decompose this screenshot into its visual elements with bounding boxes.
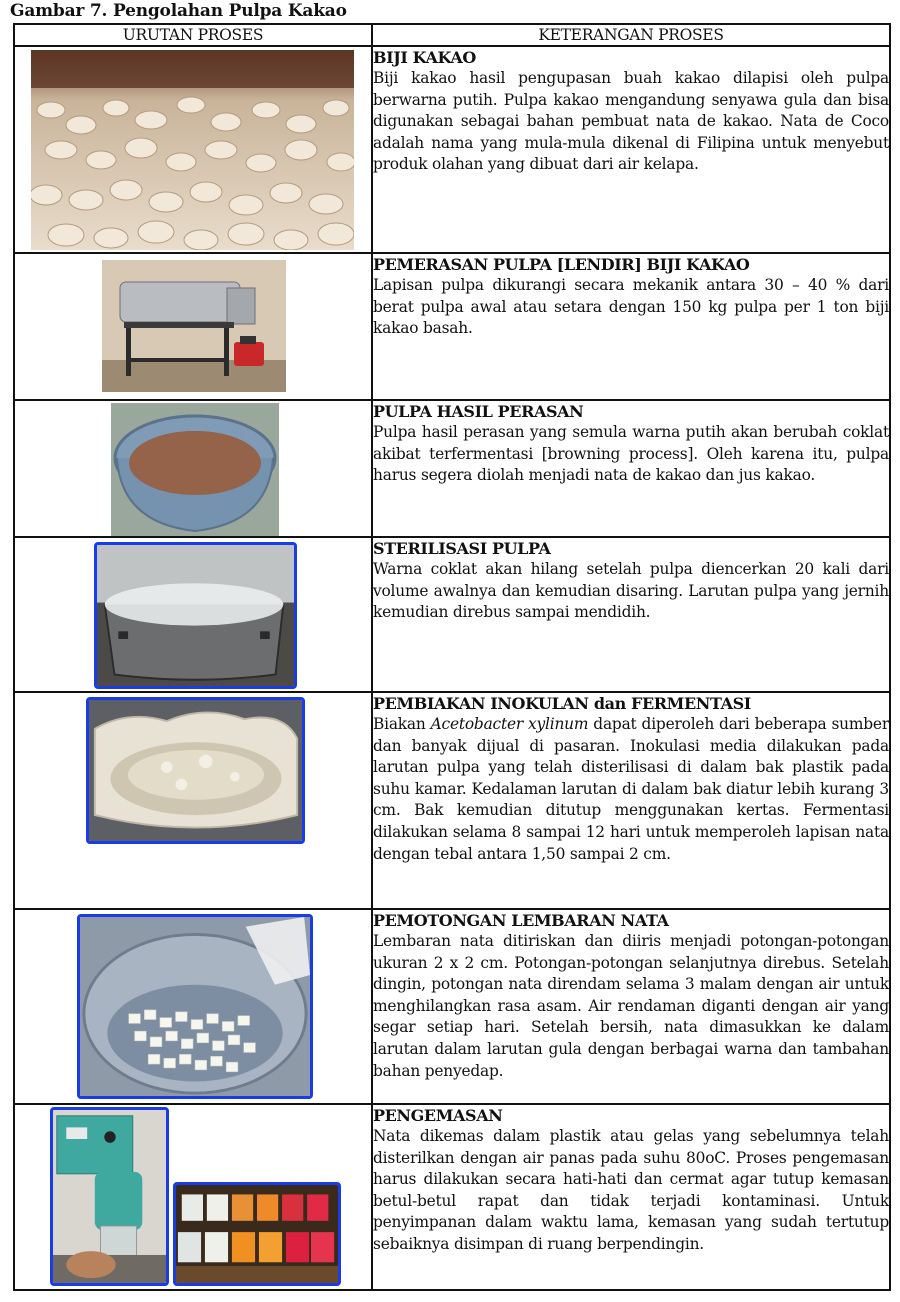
step-text-cell	[372, 400, 890, 537]
step-title: BIJI KAKAO	[373, 48, 476, 67]
step-title: STERILISASI PULPA	[373, 539, 551, 558]
step-text-cell	[372, 1104, 890, 1290]
table-row	[14, 400, 890, 537]
fermentation-tub-photo	[86, 697, 305, 844]
step-image-cell	[14, 46, 372, 253]
step-image-cell	[14, 909, 372, 1104]
pulp-press-machine-photo	[102, 260, 286, 392]
cocoa-beans-photo	[31, 50, 354, 250]
header-process-description: KETERANGAN PROSES	[372, 24, 890, 46]
step-title: PEMBIAKAN INOKULAN dan FERMENTASI	[373, 694, 751, 713]
process-table	[13, 23, 891, 1291]
nata-cubes-basin-photo	[77, 914, 313, 1099]
step-title: PENGEMASAN	[373, 1106, 503, 1125]
table-row	[14, 46, 890, 253]
step-description: Warna coklat akan hilang setelah pulpa diencerkan 20 kali dari volume awalnya dan kemudian disaring. Larutan pulpa yang jernih kemudian direbus sampai mendidih.	[373, 560, 889, 622]
sterilization-pot-photo	[94, 542, 297, 689]
step-description-part: Biakan	[373, 715, 431, 733]
table-row	[14, 1104, 890, 1290]
step-description: Nata dikemas dalam plastik atau gelas yang sebelumnya telah disterilkan dengan air panas pada suhu 80oC. Proses pengemasan harus dilakukan secara hati-hati dan cermat agar tutup kemasan betul-betul rapat dan tidak terjadi kontaminasi. Untuk penyimpanan dalam waktu lama, kemasan yang sudah tertutup sebaiknya disimpan di ruang berpendingin.	[373, 1127, 889, 1253]
step-title: PULPA HASIL PERASAN	[373, 402, 584, 421]
packaged-nata-cups-photo	[173, 1182, 341, 1286]
step-image-cell	[14, 400, 372, 537]
step-description	[373, 714, 889, 865]
step-image-cell	[14, 692, 372, 909]
bacteria-name: Acetobacter xylinum	[430, 715, 589, 733]
step-text-cell	[372, 253, 890, 400]
step-text-cell	[372, 46, 890, 253]
squeezed-pulp-basin-photo	[111, 403, 279, 536]
table-header-row	[14, 24, 890, 46]
figure-caption: Gambar 7. Pengolahan Pulpa Kakao	[10, 1, 347, 21]
table-row	[14, 537, 890, 692]
table-row	[14, 253, 890, 400]
table-row	[14, 909, 890, 1104]
step-text-cell	[372, 692, 890, 909]
step-image-cell	[14, 537, 372, 692]
step-description-part: dapat diperoleh dari beberapa sumber dan banyak dijual di pasaran. Inokulasi media dilakukan pada larutan pulpa yang telah disterilisasi di dalam bak plastik pada suhu kamar. Kedalaman larutan di dalam bak diatur lebih kurang 3 cm. Bak kemudian ditutup menggunakan kertas. Fermentasi dilakukan selama 8 sampai 12 hari untuk memperoleh lapisan nata dengan tebal antara 1,50 sampai 2 cm.	[373, 715, 889, 863]
step-title: PEMERASAN PULPA [LENDIR] BIJI KAKAO	[373, 255, 750, 274]
step-description: Pulpa hasil perasan yang semula warna putih akan berubah coklat akibat terfermentasi [browning process]. Oleh karena itu, pulpa harus segera diolah menjadi nata de kakao dan jus kakao.	[373, 423, 889, 485]
step-image-cell	[14, 1104, 372, 1290]
header-process-order: URUTAN PROSES	[14, 24, 372, 46]
step-image-cell	[14, 253, 372, 400]
step-text-cell	[372, 909, 890, 1104]
step-title: PEMOTONGAN LEMBARAN NATA	[373, 911, 669, 930]
step-description: Lapisan pulpa dikurangi secara mekanik antara 30 – 40 % dari berat pulpa awal atau setara dengan 150 kg pulpa per 1 ton biji kakao basah.	[373, 276, 889, 338]
table-row	[14, 692, 890, 909]
step-description: Biji kakao hasil pengupasan buah kakao dilapisi oleh pulpa berwarna putih. Pulpa kakao mengandung senyawa gula dan bisa digunakan sebagai bahan pembuat nata de kakao. Nata de Coco adalah nama yang mula-mula dikenal di Filipina untuk menyebut produk olahan yang dibuat dari air kelapa.	[373, 69, 889, 174]
step-description: Lembaran nata ditiriskan dan diiris menjadi potongan-potongan ukuran 2 x 2 cm. Potongan-potongan selanjutnya direbus. Setelah dingin, potongan nata direndam selama 3 malam dengan air untuk menghilangkan rasa asam. Air rendaman diganti dengan air yang segar setiap hari. Setelah bersih, nata dimasukkan ke dalam larutan dalam larutan gula dengan berbagai warna dan tambahan bahan penyedap.	[373, 932, 889, 1080]
cup-sealing-machine-photo	[50, 1107, 169, 1286]
step-text-cell	[372, 537, 890, 692]
